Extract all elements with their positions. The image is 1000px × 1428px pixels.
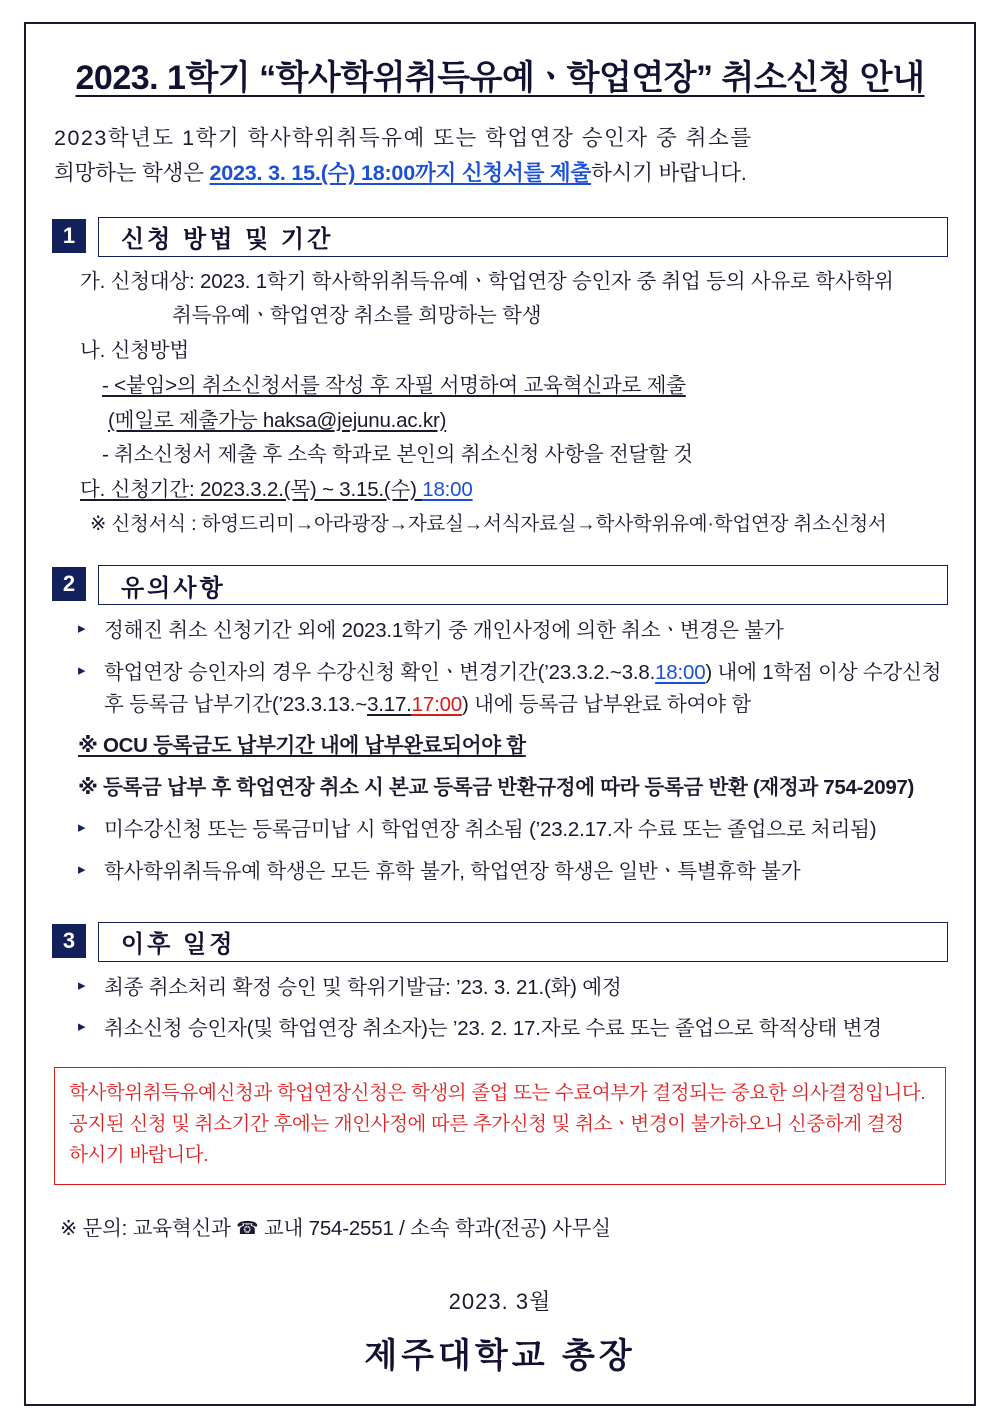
intro-paragraph	[54, 121, 946, 191]
seg-2: ) 내에 1학점 이상 수강신청 후 등록금 납부기간(’23.3.13.~	[104, 660, 942, 716]
section2-bullet-1-text: 정해진 취소 신청기간 외에 2023.1학기 중 개인사정에 의한 취소ㆍ변경은 불가	[104, 619, 784, 643]
warning-box	[54, 1067, 946, 1185]
section1-line-5: (메일로 제출가능 haksa@jejunu.ac.kr)	[108, 408, 447, 432]
triangle-bullet-icon: ▸	[78, 1018, 86, 1036]
intro-line-2-suffix: 하시기 바랍니다.	[591, 160, 747, 185]
warning-line-2: 공지된 신청 및 취소기간 후에는 개인사정에 따른 추가신청 및 취소ㆍ변경이 불가하오니 신중하게 결정	[69, 1113, 904, 1136]
section3-bullet-2	[50, 1013, 950, 1045]
section1-line-1: 가. 신청대상: 2023. 1학기 학사학위취득유예ㆍ학업연장 승인자 중 취업 등의 사유로 학사학위	[80, 269, 894, 293]
intro-deadline-highlight: 2023. 3. 15.(수) 18:00까지 신청서를 제출	[209, 160, 592, 185]
section2-bullet-2	[50, 657, 950, 721]
triangle-bullet-icon: ▸	[78, 620, 86, 638]
section1-line-4: - <붙임>의 취소신청서를 작성 후 자필 서명하여 교육혁신과로 제출	[102, 373, 686, 397]
section1-line-2: 취득유예ㆍ학업연장 취소를 희망하는 학생	[172, 304, 542, 328]
page-title: 2023. 1학기 “학사학위취득유예ㆍ학업연장” 취소신청 안내	[75, 59, 925, 97]
section2-note-1-text: ※ OCU 등록금도 납부기간 내에 납부완료되어야 함	[78, 734, 526, 758]
section1-period	[50, 475, 950, 506]
seg-4: 17:00	[411, 692, 462, 716]
section2-bullet-4-text: 학사학위취득유예 학생은 모든 휴학 불가, 학업연장 학생은 일반ㆍ특별휴학 불가	[104, 859, 801, 883]
telephone-icon: ☎	[236, 1217, 259, 1238]
contact-line	[60, 1211, 946, 1241]
triangle-bullet-icon: ▸	[78, 860, 86, 878]
section-header-2	[52, 565, 948, 605]
section-number-2: 2	[52, 567, 86, 601]
intro-line-2-prefix: 희망하는 학생은	[54, 160, 210, 185]
section1-period-label: 다. 신청기간: 2023.3.2.(목) ~ 3.15.(수)	[80, 478, 423, 502]
section-title-1: 신청 방법 및 기간	[98, 217, 948, 257]
triangle-bullet-icon: ▸	[78, 818, 86, 836]
triangle-bullet-icon: ▸	[78, 976, 86, 994]
section2-bullet-3-text: 미수강신청 또는 등록금미납 시 학업연장 취소됨 (’23.2.17.자 수료 또는 졸업으로 처리됨)	[104, 817, 877, 841]
section2-note-2: ※ 등록금 납부 후 학업연장 취소 시 본교 등록금 반환규정에 따라 등록금 반환 (재정과 754-2097)	[78, 776, 915, 800]
section-header-1	[52, 217, 948, 257]
issuing-organization: 제주대학교 총장	[364, 1336, 636, 1375]
section1-period-time: 18:00	[422, 478, 473, 502]
section1-line-3: 나. 신청방법	[80, 339, 190, 363]
contact-rest: 교내 754-2551 / 소속 학과(전공) 사무실	[263, 1216, 611, 1240]
section-title-3: 이후 일정	[98, 922, 948, 962]
document-content	[24, 22, 976, 1377]
section1-form-note: ※ 신청서식 : 하영드리미→아라광장→자료실→서식자료실→학사학위유예·학업연장 취소신청서	[90, 512, 887, 535]
section2-bullet-3	[50, 814, 950, 846]
warning-line-1: 학사학위취득유예신청과 학업연장신청은 학생의 졸업 또는 수료여부가 결정되는 중요한 의사결정입니다.	[69, 1082, 926, 1105]
issue-date: 2023. 3월	[448, 1288, 552, 1314]
seg-1: 18:00	[655, 660, 706, 684]
section2-bullet-2-text	[104, 657, 950, 721]
triangle-bullet-icon: ▸	[78, 661, 86, 679]
section2-bullet-4	[50, 856, 950, 888]
section-header-3	[52, 922, 948, 962]
seg-5: ) 내에 등록금 납부완료 하여야 함	[461, 692, 751, 716]
intro-line-1: 2023학년도 1학기 학사학위취득유예 또는 학업연장 승인자 중 취소를	[54, 126, 753, 150]
section-number-1: 1	[52, 219, 86, 253]
section3-bullet-1-text: 최종 취소처리 확정 승인 및 학위기발급: ’23. 3. 21.(화) 예정	[104, 975, 622, 999]
section1-line-6: - 취소신청서 제출 후 소속 학과로 본인의 취소신청 사항을 전달할 것	[102, 443, 693, 467]
seg-3: 3.17.	[367, 692, 412, 716]
section2-bullet-1	[50, 615, 950, 647]
seg-0: 학업연장 승인자의 경우 수강신청 확인ㆍ변경기간(’23.3.2.~3.8.	[104, 660, 656, 684]
section2-note-1	[50, 730, 950, 762]
section3-bullet-2-text: 취소신청 승인자(및 학업연장 취소자)는 ’23. 2. 17.자로 수료 또는 졸업으로 학적상태 변경	[104, 1017, 882, 1041]
section3-bullet-1	[50, 972, 950, 1004]
contact-prefix: ※ 문의: 교육혁신과	[60, 1216, 231, 1240]
section-number-3: 3	[52, 924, 86, 958]
warning-line-3: 하시기 바랍니다.	[69, 1144, 209, 1167]
section-title-2: 유의사항	[98, 565, 948, 605]
